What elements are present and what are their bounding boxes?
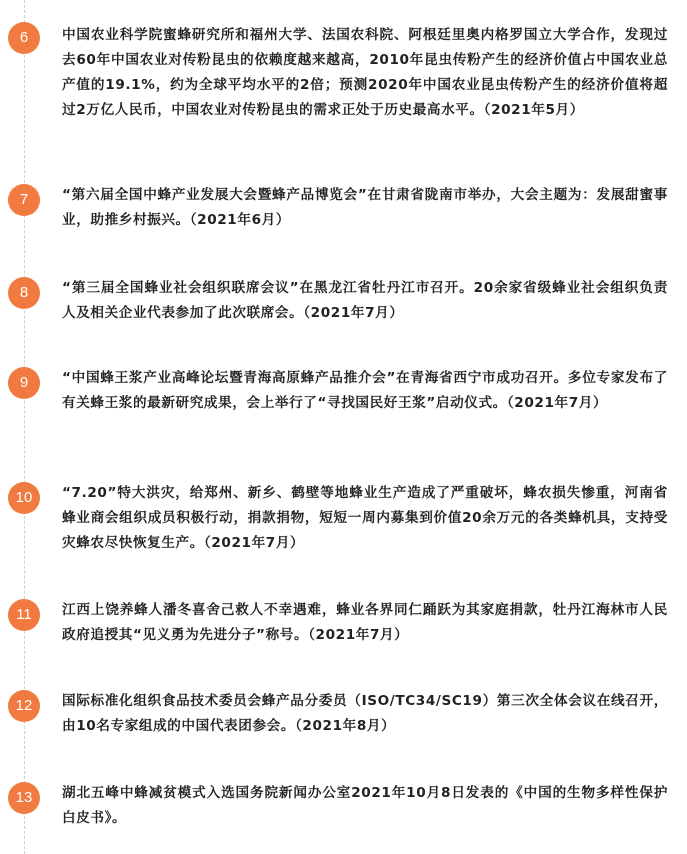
- entry-text: “第三届全国蜂业社会组织联席会议”在黑龙江省牡丹江市召开。20余家省级蜂业社会组织负责人及相关企业代表参加了此次联席会。（2021年7月）: [62, 280, 668, 321]
- timeline-line: [24, 0, 25, 854]
- entry-number-badge: 11: [8, 599, 40, 631]
- entry-number-badge: 13: [8, 782, 40, 814]
- entry-text: “7.20”特大洪灾，给郑州、新乡、鹤壁等地蜂业生产造成了严重破坏，蜂农损失惨重，河南省蜂业商会组织成员积极行动，捐款捐物，短短一周内募集到价值20余万元的各类蜂机具，支持受灾蜂农尽快恢复生产。（2021年7月）: [62, 485, 668, 551]
- entry-text: 江西上饶养蜂人潘冬喜舍己救人不幸遇难，蜂业各界同仁踊跃为其家庭捐款，牡丹江海林市人民政府追授其“见义勇为先进分子”称号。（2021年7月）: [62, 602, 668, 643]
- entry-text: “中国蜂王浆产业高峰论坛暨青海高原蜂产品推介会”在青海省西宁市成功召开。多位专家发布了有关蜂王浆的最新研究成果，会上举行了“寻找国民好王浆”启动仪式。（2021年7月）: [62, 370, 668, 411]
- entry-number-badge: 6: [8, 22, 40, 54]
- entry-text: “第六届全国中蜂产业发展大会暨蜂产品博览会”在甘肃省陇南市举办，大会主题为：发展甜蜜事业，助推乡村振兴。（2021年6月）: [62, 187, 668, 228]
- entry-number-badge: 12: [8, 690, 40, 722]
- entry-text: 中国农业科学院蜜蜂研究所和福州大学、法国农科院、阿根廷里奥内格罗国立大学合作，发现过去60年中国农业对传粉昆虫的依赖度越来越高，2010年昆虫传粉产生的经济价值占中国农业总产值的19.1%，约为全球平均水平的2倍；预测2020年中国农业昆虫传粉产生的经济价值将超过2万亿人民币，中国农业对传粉昆虫的需求正处于历史最高水平。（2021年5月）: [62, 27, 668, 118]
- entry-text: 湖北五峰中蜂减贫模式入选国务院新闻办公室2021年10月8日发表的《中国的生物多样性保护白皮书》。: [62, 785, 668, 826]
- entry-number-badge: 10: [8, 482, 40, 514]
- entry-text: 国际标准化组织食品技术委员会蜂产品分委员（ISO/TC34/SC19）第三次全体会议在线召开，由10名专家组成的中国代表团参会。（2021年8月）: [62, 693, 668, 734]
- entry-number-badge: 9: [8, 367, 40, 399]
- entry-number-badge: 8: [8, 277, 40, 309]
- entry-number-badge: 7: [8, 184, 40, 216]
